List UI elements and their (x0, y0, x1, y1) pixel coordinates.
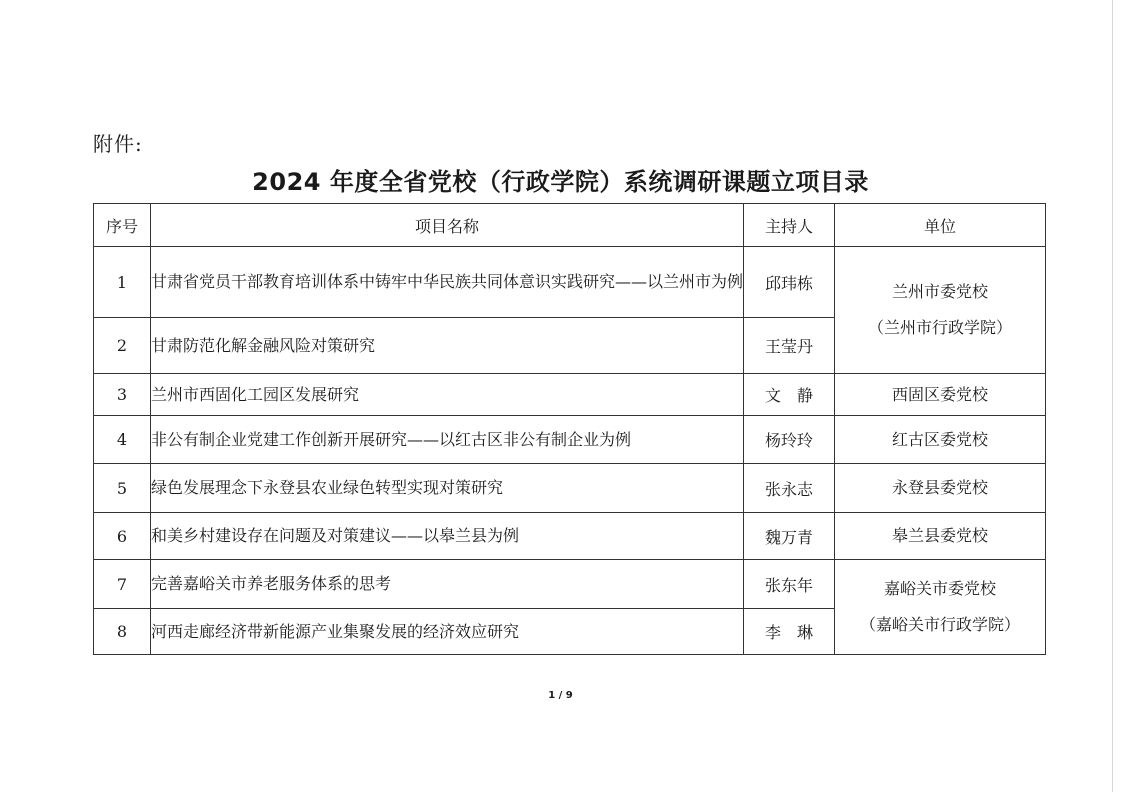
cell-host: 魏万青 (744, 513, 835, 560)
table-header-row (94, 204, 1046, 247)
cell-serial-number: 5 (94, 464, 151, 513)
cell-host: 王莹丹 (744, 318, 835, 374)
cell-serial-number: 8 (94, 609, 151, 655)
unit-name: 永登县委党校 (891, 478, 988, 497)
header-serial-number: 序号 (94, 204, 151, 247)
cell-serial-number: 1 (94, 247, 151, 318)
cell-host: 张东年 (744, 560, 835, 609)
cell-unit (835, 560, 1046, 655)
unit-name: 嘉峪关市委党校 (883, 579, 996, 598)
table-row (94, 374, 1046, 416)
table-row (94, 247, 1046, 318)
header-unit: 单位 (835, 204, 1046, 247)
cell-host: 李 琳 (744, 609, 835, 655)
project-table (93, 203, 1046, 655)
cell-serial-number: 7 (94, 560, 151, 609)
page-edge-line (1112, 0, 1113, 792)
cell-host: 文 静 (744, 374, 835, 416)
cell-project-name: 绿色发展理念下永登县农业绿色转型实现对策研究 (151, 464, 744, 513)
unit-name: 红古区委党校 (891, 429, 988, 449)
cell-project-name: 甘肃防范化解金融风险对策研究 (151, 318, 744, 374)
cell-unit (835, 247, 1046, 374)
unit-name: 兰州市委党校 (891, 282, 988, 301)
attachment-label: 附件: (93, 132, 143, 156)
header-project-name: 项目名称 (151, 204, 744, 247)
cell-unit (835, 513, 1046, 560)
cell-serial-number: 4 (94, 416, 151, 464)
cell-project-name: 完善嘉峪关市养老服务体系的思考 (151, 560, 744, 609)
cell-project-name: 非公有制企业党建工作创新开展研究——以红古区非公有制企业为例 (151, 416, 744, 464)
unit-alias: （嘉峪关市行政学院） (859, 615, 1020, 634)
header-host: 主持人 (744, 204, 835, 247)
cell-serial-number: 2 (94, 318, 151, 374)
table-row (94, 560, 1046, 609)
cell-unit (835, 374, 1046, 416)
cell-host: 杨玲玲 (744, 416, 835, 464)
cell-unit (835, 416, 1046, 464)
unit-alias: （兰州市行政学院） (867, 318, 1012, 337)
cell-project-name: 河西走廊经济带新能源产业集聚发展的经济效应研究 (151, 609, 744, 655)
table-row (94, 513, 1046, 560)
table-row (94, 416, 1046, 464)
cell-project-name: 甘肃省党员干部教育培训体系中铸牢中华民族共同体意识实践研究——以兰州市为例 (151, 247, 744, 318)
cell-host: 邱玮栋 (744, 247, 835, 318)
cell-project-name: 兰州市西固化工园区发展研究 (151, 374, 744, 416)
cell-host: 张永志 (744, 464, 835, 513)
cell-project-name: 和美乡村建设存在问题及对策建议——以皋兰县为例 (151, 513, 744, 560)
table-row (94, 464, 1046, 513)
cell-serial-number: 3 (94, 374, 151, 416)
cell-unit (835, 464, 1046, 513)
document-title: 2024 年度全省党校（行政学院）系统调研课题立项目录 (252, 168, 869, 196)
unit-name: 皋兰县委党校 (891, 526, 988, 545)
cell-serial-number: 6 (94, 513, 151, 560)
page-number: 1 / 9 (548, 690, 573, 701)
unit-name: 西固区委党校 (891, 384, 988, 404)
